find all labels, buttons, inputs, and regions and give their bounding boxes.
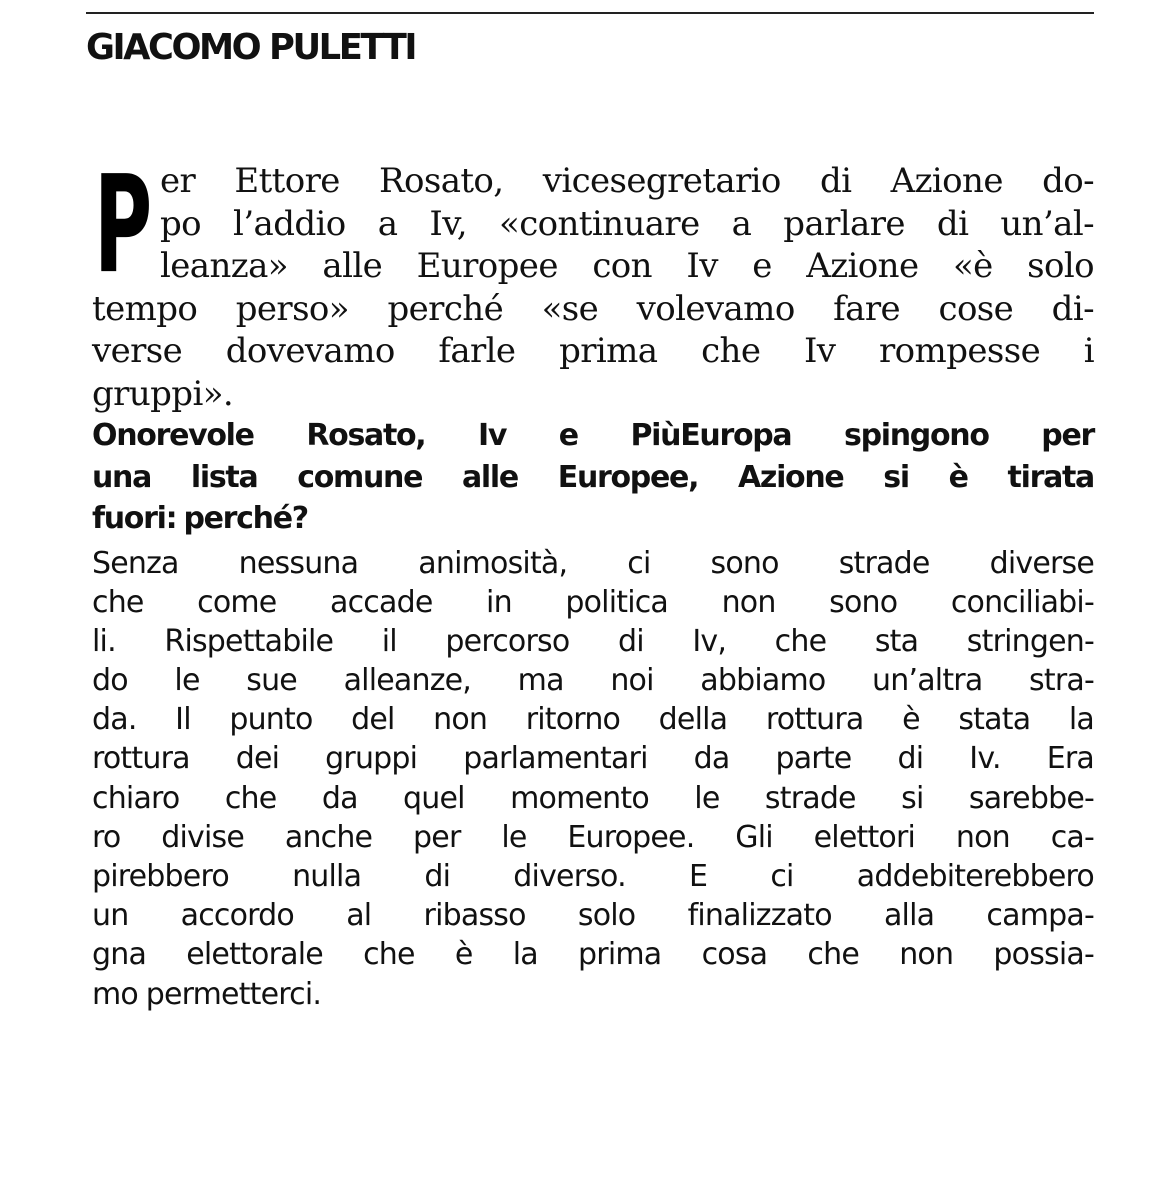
question-line: fuori: perché? <box>92 501 308 536</box>
answer-line: do le sue alleanze, ma noi abbiamo un’altra stra- <box>92 663 1094 699</box>
answer-line: gna elettorale che è la prima cosa che non possia- <box>92 937 1094 973</box>
answer-line: mo permetterci. <box>92 976 322 1012</box>
lead-line: verse dovevamo farle prima che Iv rompesse i <box>92 331 1094 371</box>
drop-cap-letter: P <box>94 164 150 282</box>
answer-line: rottura dei gruppi parlamentari da parte di Iv. Era <box>92 741 1094 777</box>
lead-line: er Ettore Rosato, vicesegretario di Azione do- <box>160 161 1094 201</box>
interview-answer <box>92 544 1094 1014</box>
lead-paragraph <box>92 160 1094 415</box>
lead-line: leanza» alle Europee con Iv e Azione «è solo <box>160 246 1094 286</box>
drop-cap <box>94 164 152 282</box>
answer-line: da. Il punto del non ritorno della rottura è stata la <box>92 702 1094 738</box>
lead-line: gruppi». <box>92 373 234 414</box>
lead-line: po l’addio a Iv, «continuare a parlare di un’al- <box>160 203 1094 244</box>
author-byline: GIACOMO PULETTI <box>86 27 416 68</box>
question-line: una lista comune alle Europee, Azione si è tirata <box>92 459 1094 495</box>
interview-question <box>92 415 1094 540</box>
answer-line: Senza nessuna animosità, ci sono strade diverse <box>92 545 1094 581</box>
article-column <box>92 160 1094 1014</box>
answer-line: li. Rispettabile il percorso di Iv, che sta stringen- <box>92 623 1094 659</box>
top-rule-divider <box>86 12 1094 14</box>
answer-line: pirebbero nulla di diverso. E ci addebiterebbero <box>92 859 1094 894</box>
answer-line: un accordo al ribasso solo finalizzato alla campa- <box>92 898 1094 934</box>
question-line: Onorevole Rosato, Iv e PiùEuropa spingono per <box>92 418 1094 453</box>
answer-line: ro divise anche per le Europee. Gli elettori non ca- <box>92 819 1094 855</box>
answer-line: chiaro che da quel momento le strade si sarebbe- <box>92 780 1094 816</box>
answer-line: che come accade in politica non sono conciliabi- <box>92 584 1094 620</box>
lead-line: tempo perso» perché «se volevamo fare cose di- <box>92 288 1094 329</box>
